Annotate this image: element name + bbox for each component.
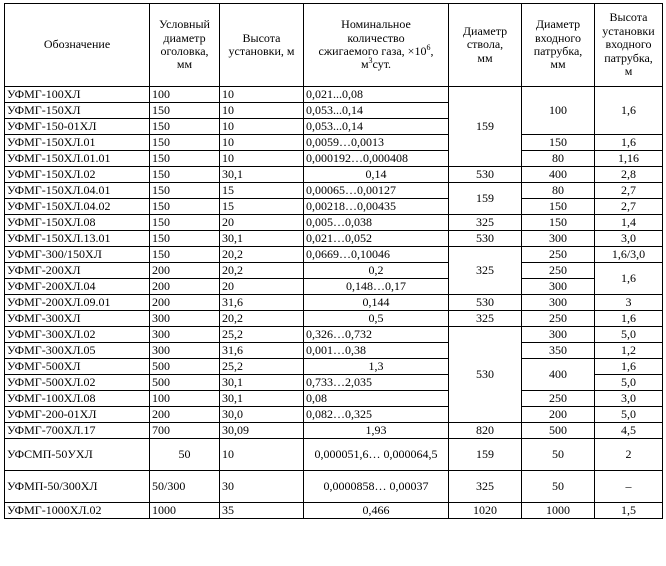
inlet-diameter-cell: 150 xyxy=(522,135,595,151)
inlet-height-cell: 4,5 xyxy=(595,423,663,439)
designation-cell: УФМГ-200ХЛ xyxy=(5,263,150,279)
inlet-height-cell: 2,8 xyxy=(595,167,663,183)
table-row xyxy=(5,135,663,151)
inlet-diameter-cell: 250 xyxy=(522,391,595,407)
table-row xyxy=(5,247,663,263)
head-diameter-cell: 200 xyxy=(150,263,220,279)
barrel-diameter-cell: 325 xyxy=(449,215,522,231)
gas-quantity-cell: 0,144 xyxy=(304,295,449,311)
inlet-height-cell: 1,6 xyxy=(595,311,663,327)
head-diameter-cell: 200 xyxy=(150,279,220,295)
gas-quantity-cell: 0,082…0,325 xyxy=(304,407,449,423)
head-diameter-cell: 50 xyxy=(150,439,220,471)
designation-cell: УФМГ-150ХЛ.01 xyxy=(5,135,150,151)
designation-cell: УФМГ-300ХЛ.02 xyxy=(5,327,150,343)
inlet-diameter-cell: 250 xyxy=(522,311,595,327)
inlet-diameter-cell: 250 xyxy=(522,247,595,263)
designation-cell: УФМГ-700ХЛ.17 xyxy=(5,423,150,439)
head-diameter-cell: 300 xyxy=(150,311,220,327)
gas-quantity-cell: 0,053...0,14 xyxy=(304,103,449,119)
install-height-cell: 30,1 xyxy=(220,375,304,391)
designation-cell: УФМГ-150ХЛ.08 xyxy=(5,215,150,231)
table-row xyxy=(5,167,663,183)
header-inlet-diameter: Диаметр входного патрубка, мм xyxy=(522,4,595,87)
inlet-height-cell: 2,7 xyxy=(595,199,663,215)
install-height-cell: 15 xyxy=(220,183,304,199)
install-height-cell: 30,09 xyxy=(220,423,304,439)
install-height-cell: 30,1 xyxy=(220,167,304,183)
head-diameter-cell: 1000 xyxy=(150,503,220,519)
gas-quantity-cell: 0,021…0,052 xyxy=(304,231,449,247)
designation-cell: УФМП-50/300ХЛ xyxy=(5,471,150,503)
install-height-cell: 20,2 xyxy=(220,263,304,279)
inlet-diameter-cell: 350 xyxy=(522,343,595,359)
gas-quantity-cell: 0,466 xyxy=(304,503,449,519)
head-diameter-cell: 150 xyxy=(150,151,220,167)
barrel-diameter-cell: 159 xyxy=(449,87,522,167)
barrel-diameter-cell: 530 xyxy=(449,231,522,247)
designation-cell: УФМГ-1000ХЛ.02 xyxy=(5,503,150,519)
head-diameter-cell: 300 xyxy=(150,343,220,359)
header-inlet-height: Высота установки входного патрубка, м xyxy=(595,4,663,87)
inlet-height-cell: 1,16 xyxy=(595,151,663,167)
barrel-diameter-cell: 820 xyxy=(449,423,522,439)
gas-quantity-cell: 0,000051,6… 0,000064,5 xyxy=(304,439,449,471)
head-diameter-cell: 150 xyxy=(150,135,220,151)
head-diameter-cell: 150 xyxy=(150,103,220,119)
barrel-diameter-cell: 530 xyxy=(449,295,522,311)
barrel-diameter-cell: 325 xyxy=(449,311,522,327)
designation-cell: УФМГ-300ХЛ xyxy=(5,311,150,327)
designation-cell: УФМГ-150ХЛ.04.02 xyxy=(5,199,150,215)
install-height-cell: 25,2 xyxy=(220,327,304,343)
gas-quantity-cell: 0,053...0,14 xyxy=(304,119,449,135)
inlet-height-cell: 5,0 xyxy=(595,407,663,423)
head-diameter-cell: 100 xyxy=(150,391,220,407)
head-diameter-cell: 200 xyxy=(150,407,220,423)
head-diameter-cell: 50/300 xyxy=(150,471,220,503)
gas-quantity-cell: 0,00218…0,00435 xyxy=(304,199,449,215)
gas-quantity-cell: 0,2 xyxy=(304,263,449,279)
inlet-diameter-cell: 50 xyxy=(522,471,595,503)
inlet-diameter-cell: 150 xyxy=(522,215,595,231)
inlet-diameter-cell: 200 xyxy=(522,407,595,423)
gas-quantity-cell: 1,3 xyxy=(304,359,449,375)
inlet-height-cell: 1,6 xyxy=(595,359,663,375)
table-row xyxy=(5,471,663,503)
gas-quantity-cell: 0,14 xyxy=(304,167,449,183)
inlet-diameter-cell: 50 xyxy=(522,439,595,471)
table-row xyxy=(5,391,663,407)
designation-cell: УФМГ-150ХЛ.04.01 xyxy=(5,183,150,199)
install-height-cell: 35 xyxy=(220,503,304,519)
install-height-cell: 31,6 xyxy=(220,295,304,311)
table-row xyxy=(5,343,663,359)
gas-quantity-cell: 0,326…0,732 xyxy=(304,327,449,343)
gas-quantity-cell: 0,021...0,08 xyxy=(304,87,449,103)
inlet-diameter-cell: 400 xyxy=(522,167,595,183)
inlet-diameter-cell: 300 xyxy=(522,279,595,295)
designation-cell: УФСМП-50УХЛ xyxy=(5,439,150,471)
install-height-cell: 20,2 xyxy=(220,247,304,263)
install-height-cell: 30 xyxy=(220,471,304,503)
inlet-height-cell: 1,6 xyxy=(595,87,663,135)
head-diameter-cell: 500 xyxy=(150,359,220,375)
designation-cell: УФМГ-300ХЛ.05 xyxy=(5,343,150,359)
inlet-height-cell: 1,6 xyxy=(595,135,663,151)
barrel-diameter-cell: 1020 xyxy=(449,503,522,519)
inlet-height-cell: 1,6/3,0 xyxy=(595,247,663,263)
table-row xyxy=(5,231,663,247)
head-diameter-cell: 700 xyxy=(150,423,220,439)
inlet-height-cell: 5,0 xyxy=(595,327,663,343)
install-height-cell: 10 xyxy=(220,103,304,119)
gas-quantity-cell: 0,00065…0,00127 xyxy=(304,183,449,199)
install-height-cell: 10 xyxy=(220,87,304,103)
gas-quantity-cell: 0,0669…0,10046 xyxy=(304,247,449,263)
inlet-height-cell: – xyxy=(595,471,663,503)
header-install-height: Высота установки, м xyxy=(220,4,304,87)
gas-quantity-cell: 0,000192…0,000408 xyxy=(304,151,449,167)
burner-spec-table xyxy=(4,3,663,519)
install-height-cell: 30,1 xyxy=(220,231,304,247)
spec-table-container xyxy=(4,3,663,519)
header-barrel-diameter: Диаметр ствола, мм xyxy=(449,4,522,87)
designation-cell: УФМГ-200ХЛ.09.01 xyxy=(5,295,150,311)
barrel-diameter-cell: 159 xyxy=(449,439,522,471)
designation-cell: УФМГ-150ХЛ.01.01 xyxy=(5,151,150,167)
inlet-height-cell: 1,4 xyxy=(595,215,663,231)
table-row xyxy=(5,359,663,375)
table-row xyxy=(5,215,663,231)
header-head-diameter: Условный диаметр оголовка, мм xyxy=(150,4,220,87)
table-row xyxy=(5,279,663,295)
barrel-diameter-cell: 325 xyxy=(449,247,522,295)
inlet-height-cell: 1,6 xyxy=(595,263,663,295)
gas-quantity-cell: 0,005…0,038 xyxy=(304,215,449,231)
install-height-cell: 20 xyxy=(220,279,304,295)
install-height-cell: 10 xyxy=(220,135,304,151)
head-diameter-cell: 150 xyxy=(150,199,220,215)
head-diameter-cell: 150 xyxy=(150,231,220,247)
table-row xyxy=(5,151,663,167)
install-height-cell: 10 xyxy=(220,151,304,167)
table-row xyxy=(5,407,663,423)
inlet-diameter-cell: 400 xyxy=(522,359,595,391)
install-height-cell: 31,6 xyxy=(220,343,304,359)
designation-cell: УФМГ-100ХЛ.08 xyxy=(5,391,150,407)
inlet-height-cell: 3 xyxy=(595,295,663,311)
inlet-height-cell: 2 xyxy=(595,439,663,471)
designation-cell: УФМГ-500ХЛ xyxy=(5,359,150,375)
table-row xyxy=(5,423,663,439)
head-diameter-cell: 150 xyxy=(150,119,220,135)
install-height-cell: 10 xyxy=(220,439,304,471)
inlet-height-cell: 1,2 xyxy=(595,343,663,359)
header-designation: Обозначение xyxy=(5,4,150,87)
gas-quantity-cell: 1,93 xyxy=(304,423,449,439)
inlet-height-cell: 3,0 xyxy=(595,391,663,407)
inlet-diameter-cell: 300 xyxy=(522,327,595,343)
table-row xyxy=(5,311,663,327)
table-row xyxy=(5,87,663,103)
barrel-diameter-cell: 159 xyxy=(449,183,522,215)
install-height-cell: 20 xyxy=(220,215,304,231)
install-height-cell: 25,2 xyxy=(220,359,304,375)
designation-cell: УФМГ-200-01ХЛ xyxy=(5,407,150,423)
install-height-cell: 30,1 xyxy=(220,391,304,407)
table-row xyxy=(5,439,663,471)
inlet-diameter-cell: 80 xyxy=(522,151,595,167)
barrel-diameter-cell: 530 xyxy=(449,167,522,183)
designation-cell: УФМГ-200ХЛ.04 xyxy=(5,279,150,295)
table-row xyxy=(5,199,663,215)
barrel-diameter-cell: 530 xyxy=(449,327,522,423)
head-diameter-cell: 500 xyxy=(150,375,220,391)
designation-cell: УФМГ-300/150ХЛ xyxy=(5,247,150,263)
gas-quantity-cell: 0,148…0,17 xyxy=(304,279,449,295)
head-diameter-cell: 100 xyxy=(150,87,220,103)
inlet-diameter-cell: 1000 xyxy=(522,503,595,519)
designation-cell: УФМГ-150ХЛ.13.01 xyxy=(5,231,150,247)
barrel-diameter-cell: 325 xyxy=(449,471,522,503)
gas-quantity-cell: 0,0059…0,0013 xyxy=(304,135,449,151)
install-height-cell: 10 xyxy=(220,119,304,135)
gas-quantity-cell: 0,733…2,035 xyxy=(304,375,449,391)
table-header xyxy=(5,4,663,87)
header-gas-quantity: Номинальное количество сжигаемого газа, $\times 10^6$, $м^3сут$. xyxy=(304,4,449,87)
gas-quantity-cell: 0,0000858… 0,00037 xyxy=(304,471,449,503)
inlet-height-cell: 2,7 xyxy=(595,183,663,199)
inlet-height-cell: 1,5 xyxy=(595,503,663,519)
head-diameter-cell: 150 xyxy=(150,167,220,183)
head-diameter-cell: 150 xyxy=(150,247,220,263)
inlet-diameter-cell: 300 xyxy=(522,295,595,311)
head-diameter-cell: 300 xyxy=(150,327,220,343)
gas-quantity-cell: 0,001…0,38 xyxy=(304,343,449,359)
head-diameter-cell: 200 xyxy=(150,295,220,311)
inlet-diameter-cell: 300 xyxy=(522,231,595,247)
designation-cell: УФМГ-100ХЛ xyxy=(5,87,150,103)
inlet-diameter-cell: 80 xyxy=(522,183,595,199)
gas-quantity-cell: 0,5 xyxy=(304,311,449,327)
inlet-diameter-cell: 250 xyxy=(522,263,595,279)
inlet-diameter-cell: 100 xyxy=(522,87,595,135)
inlet-height-cell: 3,0 xyxy=(595,231,663,247)
inlet-diameter-cell: 500 xyxy=(522,423,595,439)
inlet-diameter-cell: 150 xyxy=(522,199,595,215)
inlet-height-cell: 5,0 xyxy=(595,375,663,391)
table-body xyxy=(5,87,663,519)
table-row xyxy=(5,295,663,311)
table-row xyxy=(5,503,663,519)
designation-cell: УФМГ-150-01ХЛ xyxy=(5,119,150,135)
designation-cell: УФМГ-150ХЛ.02 xyxy=(5,167,150,183)
head-diameter-cell: 150 xyxy=(150,215,220,231)
designation-cell: УФМГ-500ХЛ.02 xyxy=(5,375,150,391)
install-height-cell: 15 xyxy=(220,199,304,215)
head-diameter-cell: 150 xyxy=(150,183,220,199)
designation-cell: УФМГ-150ХЛ xyxy=(5,103,150,119)
gas-quantity-cell: 0,08 xyxy=(304,391,449,407)
install-height-cell: 20,2 xyxy=(220,311,304,327)
table-row xyxy=(5,263,663,279)
table-row xyxy=(5,183,663,199)
install-height-cell: 30,0 xyxy=(220,407,304,423)
table-row xyxy=(5,327,663,343)
